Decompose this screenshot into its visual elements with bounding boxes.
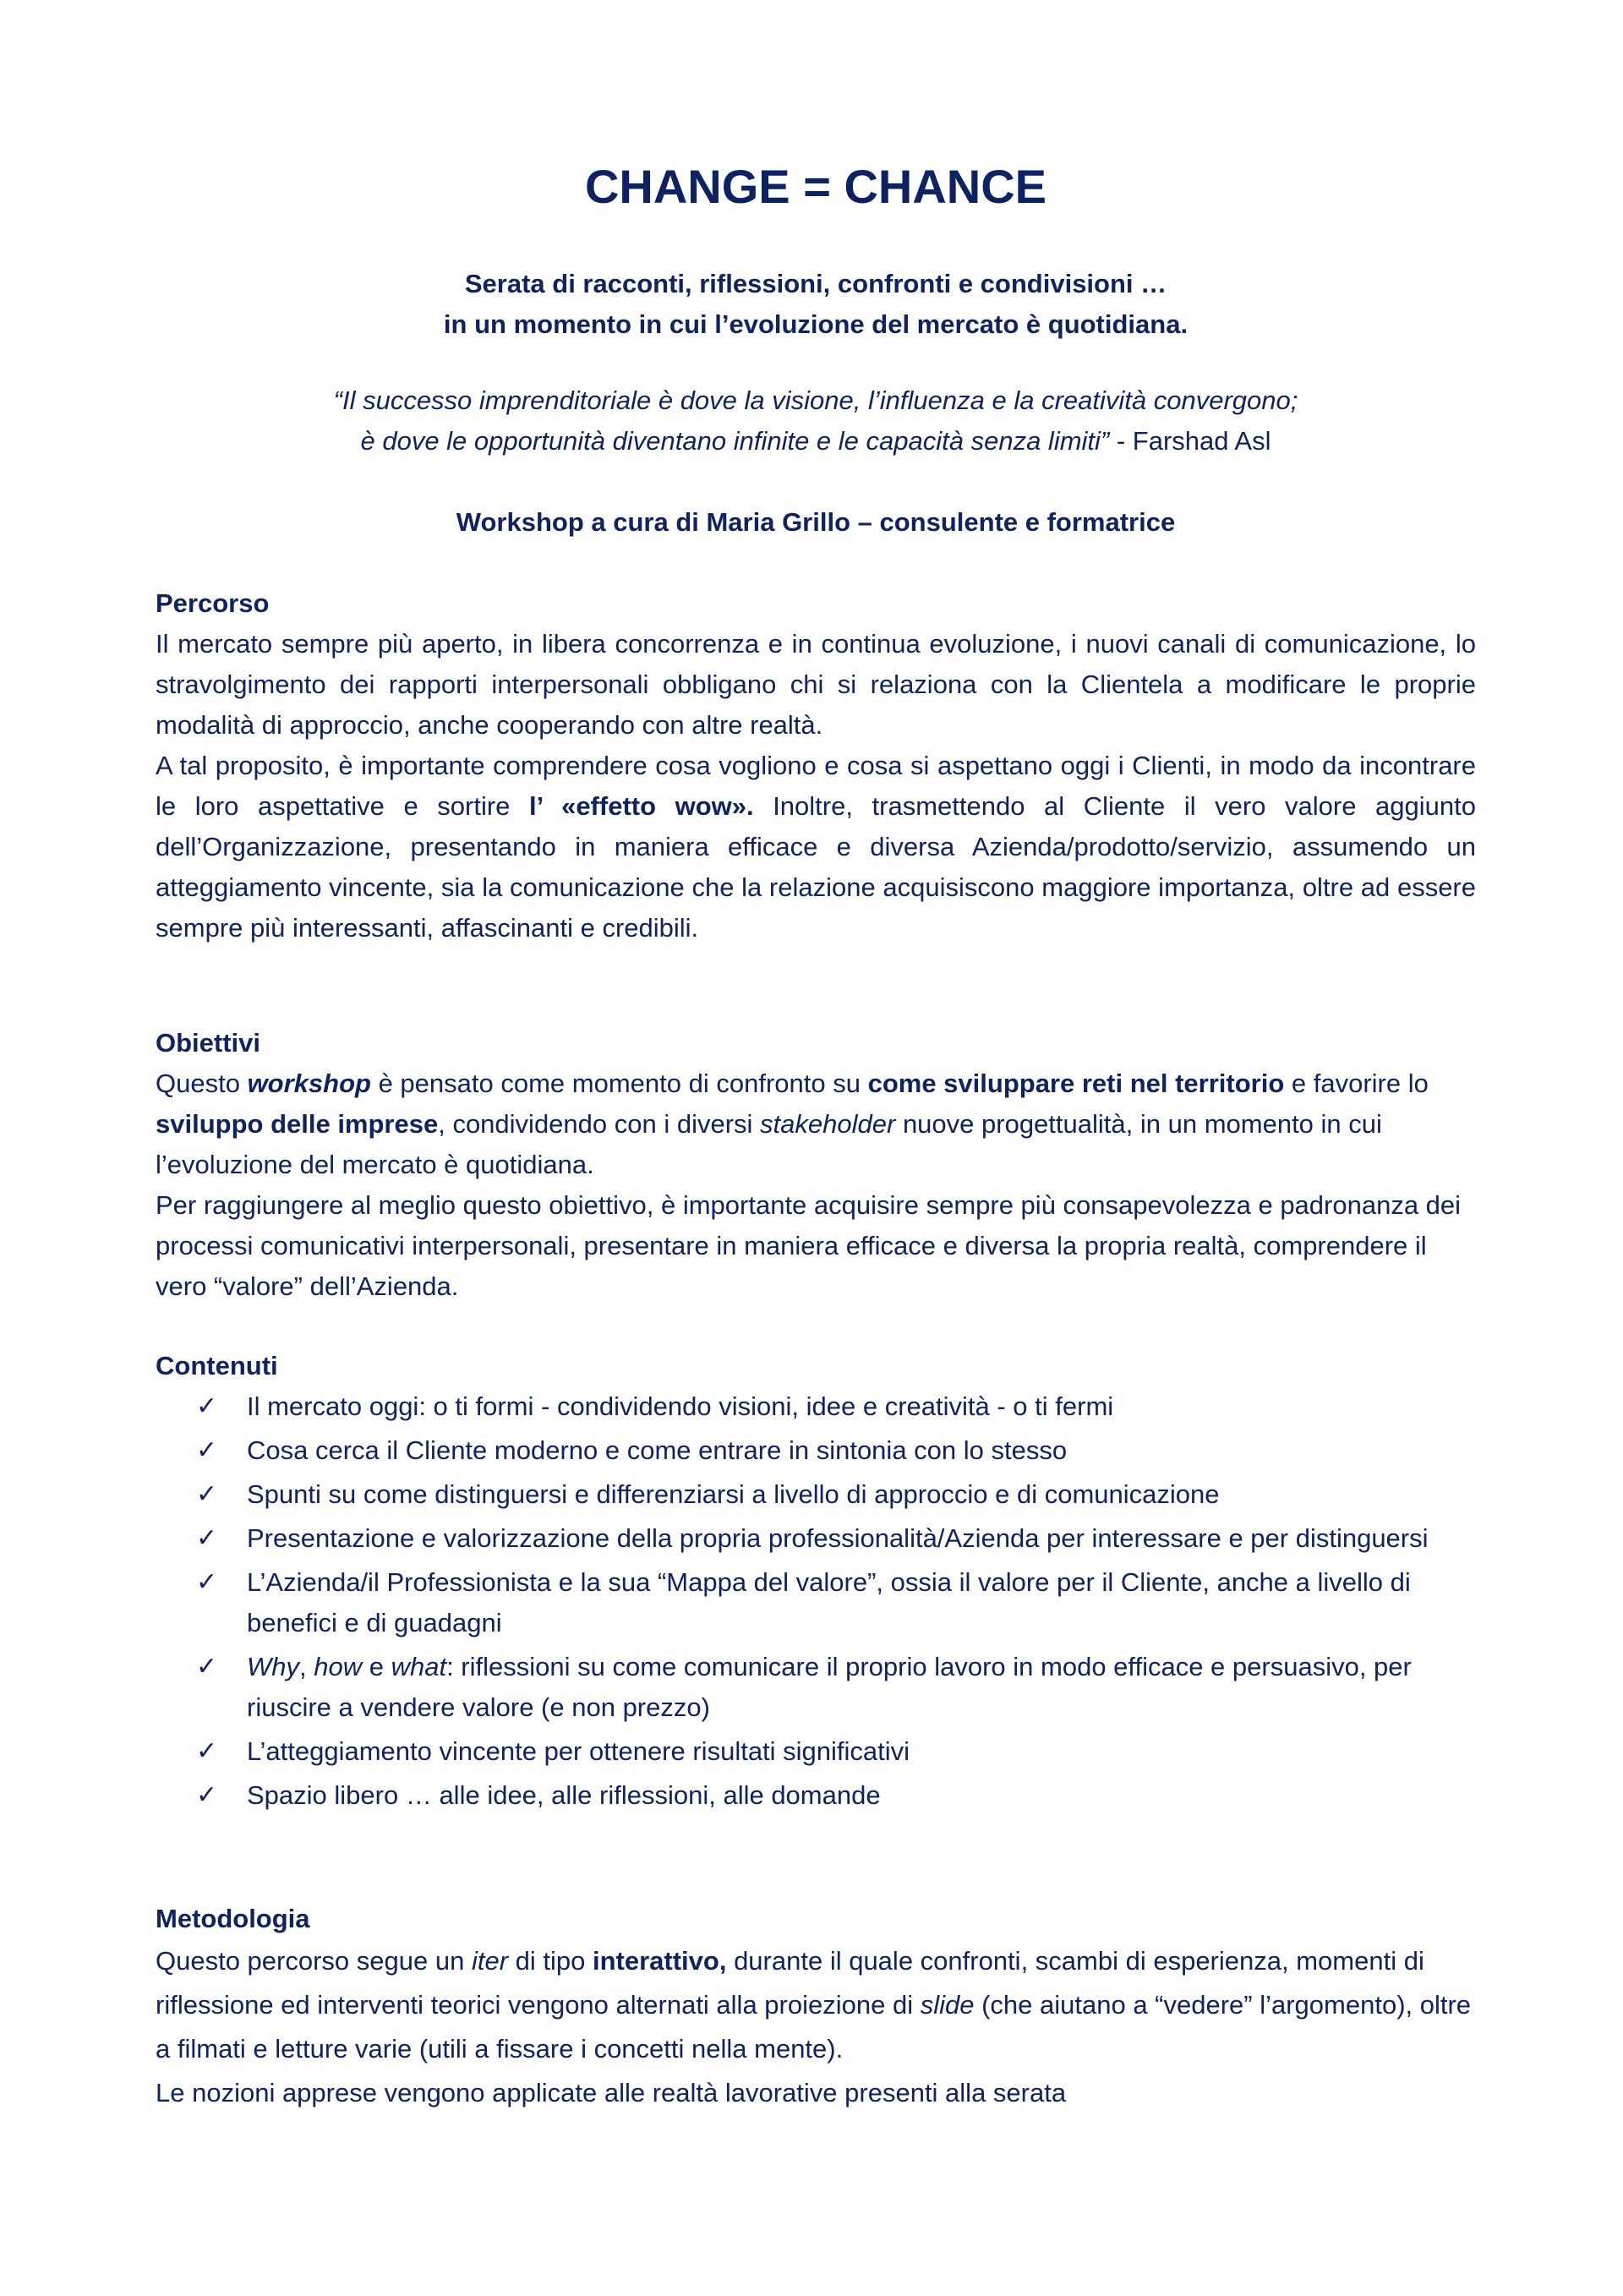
section-obiettivi — [156, 1023, 1476, 1307]
list-item-text: Il mercato oggi: o ti formi - condividendo visioni, idee e creatività - o ti fermi — [247, 1391, 1114, 1421]
list-item — [196, 1731, 1476, 1772]
text-run: : riflessioni su come comunicare il proprio lavoro in modo efficace e persuasivo, per riuscire a vendere valore (e non prezzo) — [247, 1652, 1412, 1722]
reti-emphasis: come sviluppare reti nel territorio — [867, 1069, 1285, 1098]
list-item — [196, 1647, 1476, 1728]
list-item — [196, 1562, 1476, 1643]
checkmark-icon: ✓ — [196, 1392, 218, 1420]
quote-line-2: è dove le opportunità diventano infinite e le capacità senza limiti” — [360, 426, 1110, 456]
list-item-text — [247, 1652, 1412, 1722]
percorso-paragraph-1: Il mercato sempre più aperto, in libera concorrenza e in continua evoluzione, i nuovi canali di comunicazione, lo stravolgimento dei rapporti interpersonali obbligano chi si relaziona con la Clientela a modificare le proprie modalità di approccio, anche cooperando con altre realtà. — [156, 629, 1476, 740]
section-metodologia — [156, 1899, 1476, 2115]
document-title: CHANGE = CHANCE — [584, 160, 1047, 213]
list-item-text: L’atteggiamento vincente per ottenere risultati significativi — [247, 1736, 910, 1766]
text-run: durante il quale confronti, scambi di esperienza, momenti di riflessione ed interventi teorici vengono alternati alla proiezione di — [156, 1946, 1424, 2020]
subtitle-line-1: Serata di racconti, riflessioni, confronti e condivisioni … — [464, 269, 1167, 298]
text-run: di tipo — [508, 1946, 593, 1976]
metodologia-paragraph-1 — [156, 1939, 1476, 2071]
stakeholder-emphasis: stakeholder — [760, 1109, 896, 1139]
obiettivi-paragraph-2: Per raggiungere al meglio questo obiettivo, è importante acquisire sempre più consapevolezza e padronanza dei processi comunicativi interpersonali, presentare in maniera efficace e diversa la propria realtà, comprendere il vero “valore” dell’Azienda. — [156, 1190, 1462, 1301]
list-item-text: Cosa cerca il Cliente moderno e come entrare in sintonia con lo stesso — [247, 1435, 1068, 1465]
text-run: (che aiutano a “vedere” l’argomento), oltre a filmati e letture varie (utili a fissare i concetti nella mente). — [156, 1990, 1472, 2064]
subtitle-line-2: in un momento in cui l’evoluzione del mercato è quotidiana. — [443, 309, 1189, 339]
checkmark-icon: ✓ — [196, 1480, 218, 1508]
checkmark-icon: ✓ — [196, 1737, 218, 1765]
section-heading-obiettivi: Obiettivi — [156, 1028, 261, 1058]
checkmark-icon: ✓ — [196, 1781, 218, 1809]
document-subtitle — [156, 264, 1476, 345]
iter-emphasis: iter — [471, 1946, 509, 1976]
text-run: , condividendo con i diversi — [438, 1109, 761, 1139]
text-run: Inoltre, trasmettendo al Cliente il vero valore aggiunto dell’Organizzazione, presentando in maniera efficace e diversa Azienda/prodotto/servizio, assumendo un atteggiamento vincente, sia la comunicazione che la relazione acquisiscono maggiore importanza, oltre ad essere sempre più interessanti, affascinanti e credibili. — [156, 791, 1476, 943]
quote-attribution: - Farshad Asl — [1109, 426, 1271, 456]
metodologia-paragraph-2: Le nozioni apprese vengono applicate alle realtà lavorative presenti alla serata — [156, 2078, 1067, 2107]
list-item-text: L’Azienda/il Professionista e la sua “Mappa del valore”, ossia il valore per il Cliente, anche a livello di benefici e di guadagni — [247, 1567, 1411, 1637]
checkmark-icon: ✓ — [196, 1436, 218, 1464]
checkmark-icon: ✓ — [196, 1568, 218, 1596]
contenuti-checklist — [156, 1386, 1476, 1816]
quote-line-1: “Il successo imprenditoriale è dove la visione, l’influenza e la creatività convergono; — [333, 385, 1298, 415]
list-item — [196, 1430, 1476, 1471]
sviluppo-emphasis: sviluppo delle imprese — [156, 1109, 439, 1139]
text-run: nuove progettualità, in un momento in cui l’evoluzione del mercato è quotidiana. — [156, 1109, 1382, 1179]
text-run: , — [299, 1652, 314, 1681]
percorso-paragraph-2 — [156, 746, 1476, 948]
section-heading-percorso: Percorso — [156, 588, 270, 618]
what-emphasis: what — [391, 1652, 447, 1681]
workshop-emphasis: workshop — [247, 1069, 371, 1098]
workshop-byline: Workshop a cura di Maria Grillo – consulente e formatrice — [456, 507, 1176, 537]
checkmark-icon: ✓ — [196, 1524, 218, 1552]
list-item — [196, 1474, 1476, 1515]
section-percorso — [156, 583, 1476, 948]
section-heading-metodologia: Metodologia — [156, 1904, 310, 1933]
list-item — [196, 1518, 1476, 1559]
text-run: e favorire lo — [1284, 1069, 1429, 1098]
why-emphasis: Why — [247, 1652, 299, 1681]
effetto-wow-emphasis: l’ «effetto wow». — [528, 791, 754, 821]
list-item — [196, 1386, 1476, 1427]
list-item — [196, 1775, 1476, 1816]
quote-block — [156, 380, 1476, 462]
slide-emphasis: slide — [920, 1990, 975, 2020]
obiettivi-paragraph-1 — [156, 1063, 1476, 1185]
section-heading-contenuti: Contenuti — [156, 1351, 278, 1380]
interattivo-emphasis: interattivo, — [592, 1946, 727, 1976]
how-emphasis: how — [314, 1652, 363, 1681]
checkmark-icon: ✓ — [196, 1653, 218, 1681]
list-item-text: Spazio libero … alle idee, alle riflessioni, alle domande — [247, 1780, 881, 1810]
list-item-text: Spunti su come distinguersi e differenziarsi a livello di approccio e di comunicazione — [247, 1479, 1220, 1509]
text-run: A tal proposito, è importante comprendere cosa vogliono e cosa si aspettano oggi i Clienti, in modo da incontrare le loro aspettative e sortire — [156, 751, 1476, 821]
section-contenuti — [156, 1346, 1476, 1819]
text-run: Questo percorso segue un — [156, 1946, 472, 1976]
list-item-text: Presentazione e valorizzazione della propria professionalità/Azienda per interessare e per distinguersi — [247, 1523, 1429, 1553]
text-run: è pensato come momento di confronto su — [370, 1069, 868, 1098]
text-run: e — [362, 1652, 391, 1681]
text-run: Questo — [156, 1069, 248, 1098]
